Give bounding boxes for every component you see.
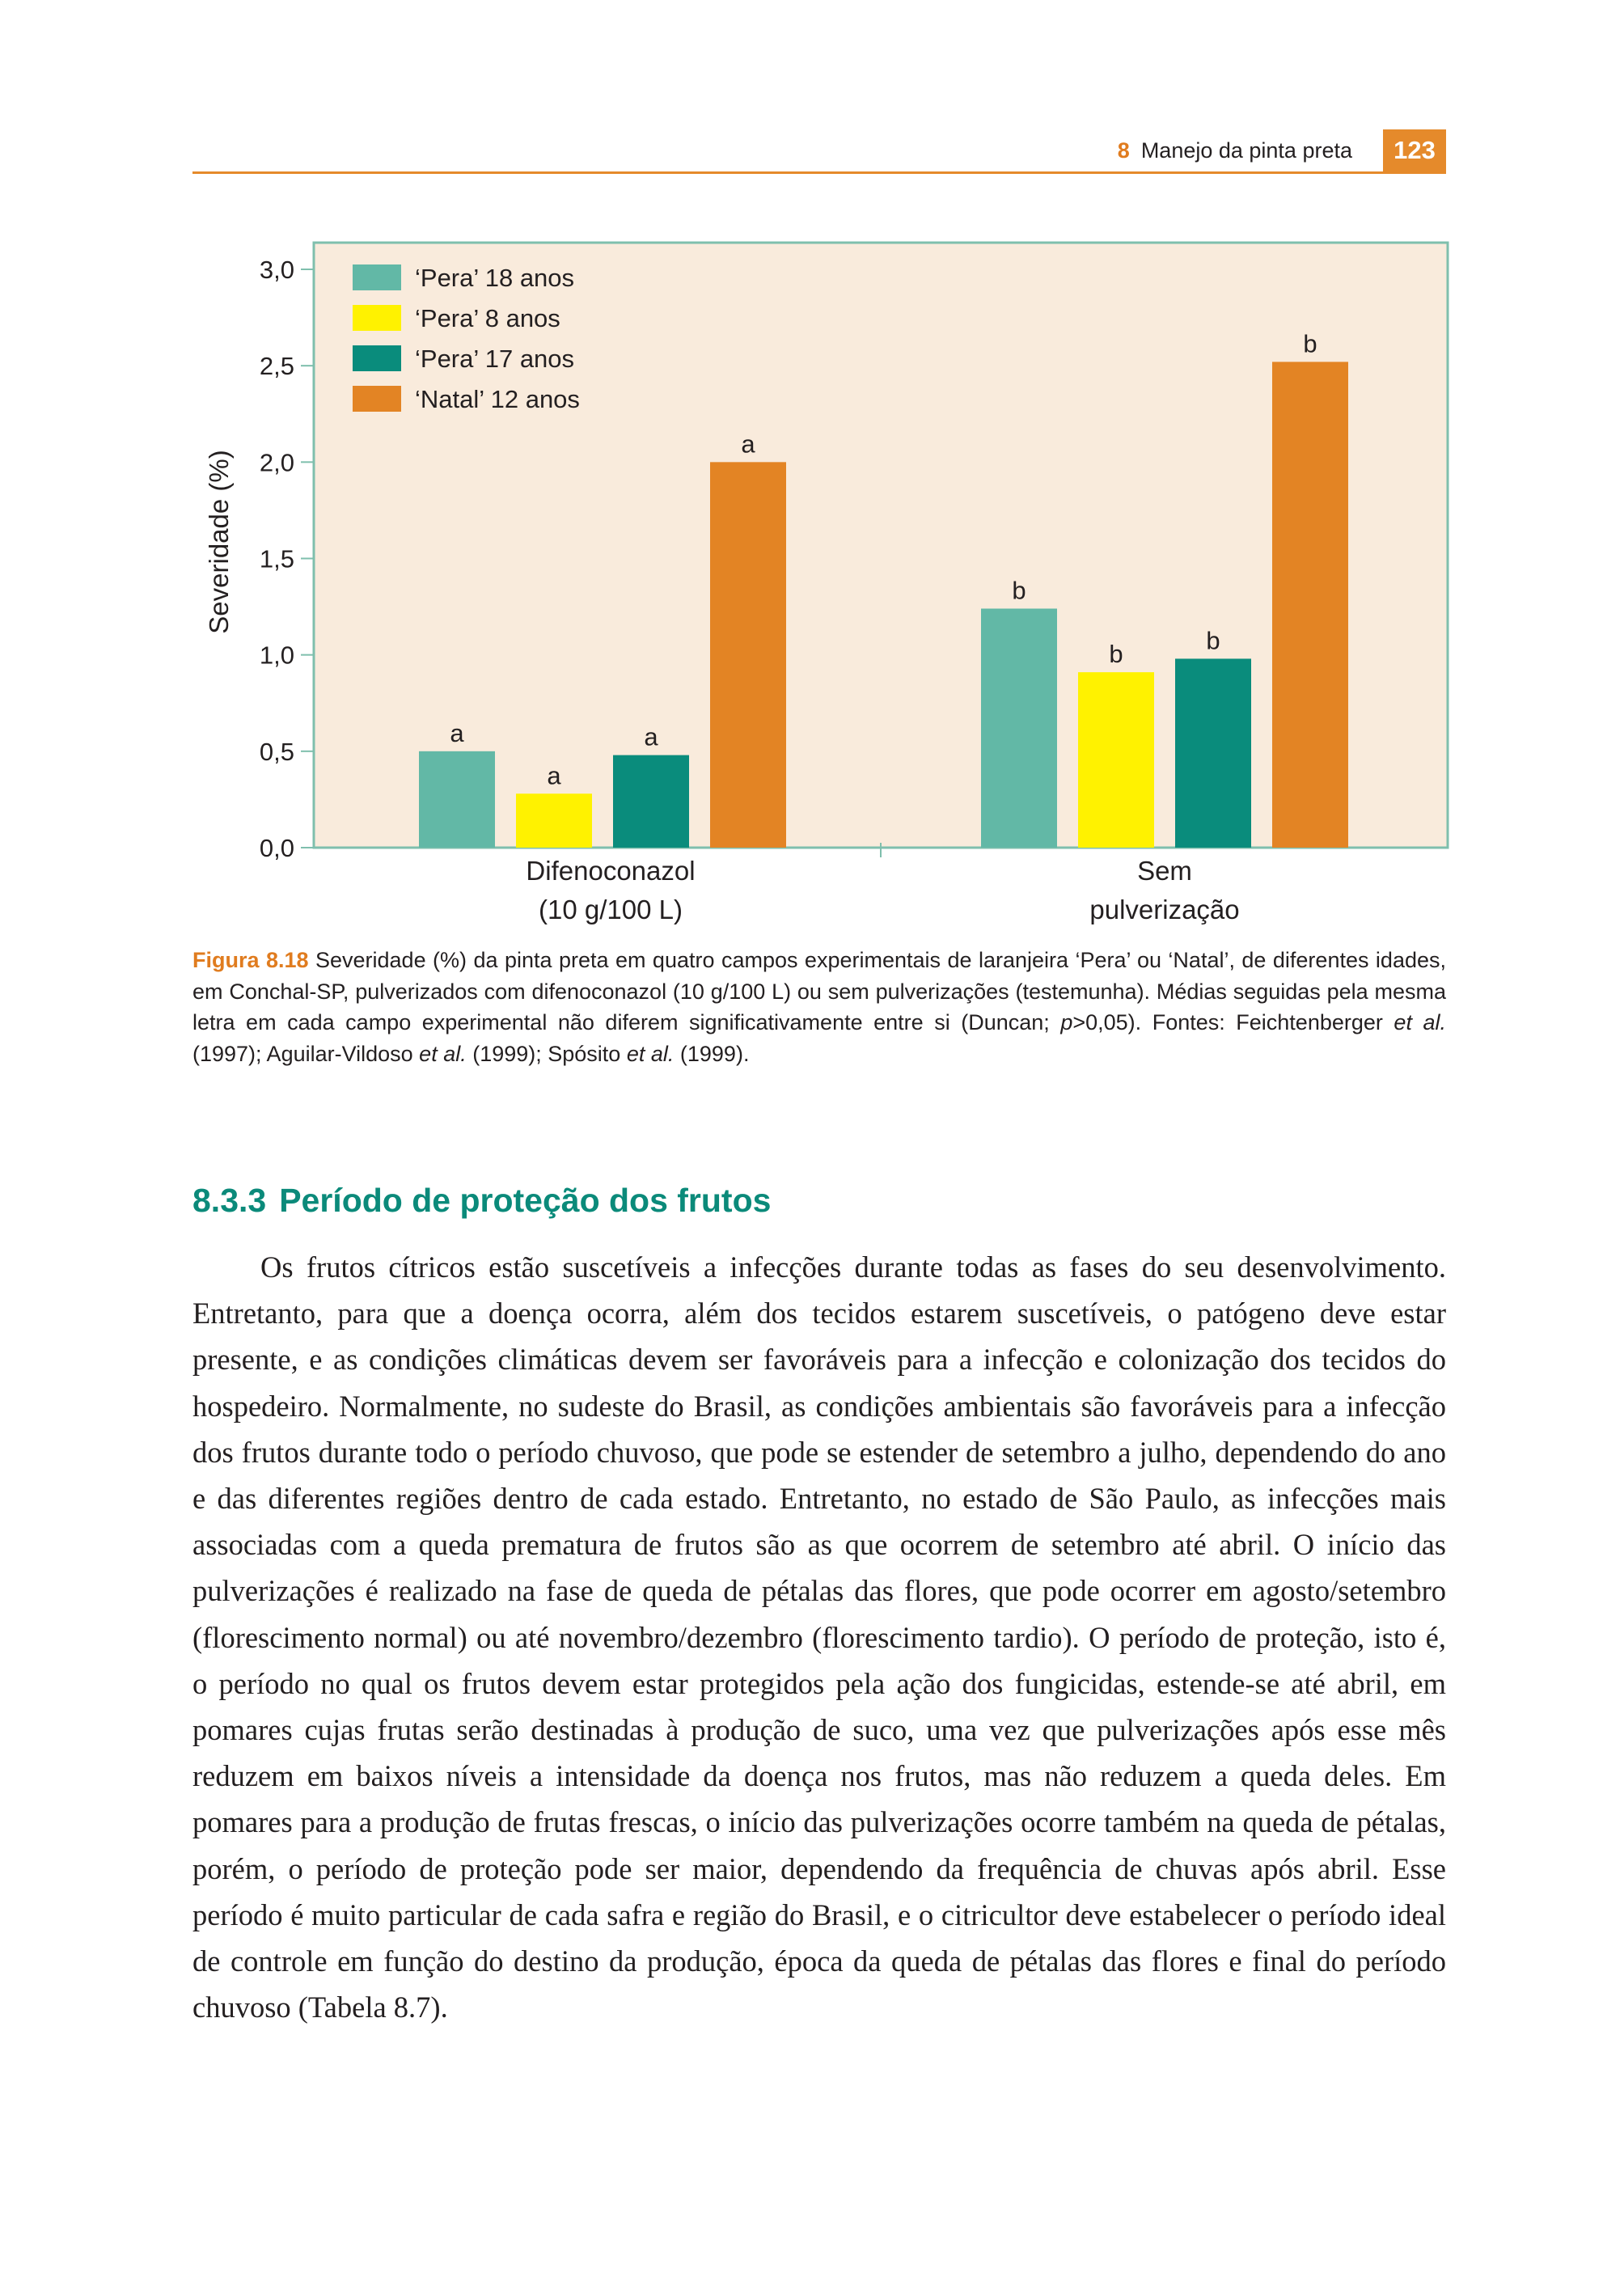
y-tick-label: 2,0 (259, 448, 294, 477)
legend-swatch (353, 345, 401, 371)
caption-et-al-3: et al. (626, 1041, 675, 1066)
legend-swatch (353, 386, 401, 412)
bar (1078, 672, 1154, 848)
y-tick-label: 3,0 (259, 256, 294, 284)
x-category-label-line2: (10 g/100 L) (539, 895, 683, 924)
y-tick-label: 1,5 (259, 544, 294, 573)
caption-text-5: (1999). (674, 1041, 750, 1066)
caption-et-al-2: et al. (419, 1041, 467, 1066)
bar (613, 755, 689, 848)
legend-label: ‘Natal’ 12 anos (415, 385, 580, 413)
caption-text-1: Severidade (%) da pinta preta em quatro campos experimentais de laranjeira ‘Pera’ ou ‘Natal’, de diferentes idades, em Conchal-SP, pulverizados com difenoconazol (10 g/100 L) ou sem pulverizações (testemunha). Médias seguidas pela mesma letra em cada campo experimental não diferem significativamente entre si (Duncan; (192, 948, 1446, 1034)
bar-significance-label: b (1206, 626, 1220, 655)
x-category-label-line1: Difenoconazol (526, 856, 696, 886)
figure-caption (192, 945, 1446, 1069)
y-tick-label: 0,5 (259, 737, 294, 766)
x-category-label-line2: pulverização (1089, 895, 1240, 924)
section-number: 8.3.3 (192, 1182, 267, 1219)
section-heading (192, 1176, 1446, 1225)
bar (419, 751, 495, 848)
bar (710, 462, 786, 848)
severity-bar-chart (0, 0, 1624, 938)
bar-significance-label: b (1012, 576, 1026, 605)
chapter-title: Manejo da pinta preta (1140, 137, 1352, 163)
body-paragraph: Os frutos cítricos estão suscetíveis a infecções durante todas as fases do seu desenvolvimento. Entretanto, para que a doença ocorra, além dos tecidos estarem suscetíveis, o patógeno deve estar presente, e as condições climáticas devem ser favoráveis para a infecção e colonização dos tecidos do hospedeiro. Normalmente, no sudeste do Brasil, as condições ambientais são favoráveis para a infecção dos frutos durante todo o período chuvoso, que pode se estender de setembro a julho, dependendo do ano e das diferentes regiões dentro de cada estado. Entretanto, no estado de São Paulo, as infecções mais associadas com a queda prematura de frutos são as que ocorrem de setembro até abril. O início das pulverizações é realizado na fase de queda de pétalas das flores, que pode ocorrer em agosto/setembro (florescimento normal) ou até novembro/dezembro (florescimento tardio). O período de proteção, isto é, o período no qual os frutos devem estar protegidos pela ação dos fungicidas, estende-se até abril, em pomares cujas frutas serão destinadas à produção de suco, uma vez que pulverizações após esse mês reduzem em baixos níveis a intensidade da doença nos frutos, mas não reduzem a queda deles. Em pomares para a produção de frutas frescas, o início das pulverizações ocorre também na queda de pétalas, porém, o período de proteção pode ser maior, dependendo da frequência de chuvas após abril. Esse período é muito particular de cada safra e região do Brasil, e o citricultor deve estabelecer o período ideal de controle em função do destino da produção, época da queda de pétalas das flores e final do período chuvoso (Tabela 8.7). (192, 1250, 1446, 2024)
legend-swatch (353, 305, 401, 331)
y-tick-label: 0,0 (259, 834, 294, 862)
caption-text-2: >0,05). Fontes: Feichtenberger (1072, 1010, 1394, 1034)
legend-label: ‘Pera’ 17 anos (415, 345, 575, 373)
y-tick-label: 2,5 (259, 352, 294, 381)
bar-significance-label: a (450, 718, 464, 747)
caption-text-4: (1999); Spósito (466, 1041, 627, 1066)
bar-significance-label: b (1109, 640, 1123, 669)
caption-text-3: (1997); Aguilar-Vildoso (192, 1041, 420, 1066)
y-axis-title: Severidade (%) (204, 450, 234, 634)
bar-significance-label: a (547, 761, 561, 790)
caption-et-al-1: et al. (1394, 1010, 1446, 1034)
figure-label: Figura 8.18 (192, 948, 309, 972)
section-title: Período de proteção dos frutos (279, 1182, 772, 1219)
y-tick-label: 1,0 (259, 641, 294, 670)
bar (1175, 658, 1251, 848)
bar-significance-label: b (1303, 329, 1317, 358)
bar-significance-label: a (644, 722, 658, 751)
bar (516, 793, 592, 848)
caption-p: p (1060, 1010, 1073, 1034)
bar (1272, 362, 1348, 848)
legend-label: ‘Pera’ 18 anos (415, 264, 575, 292)
bar-significance-label: a (741, 429, 755, 459)
bar (981, 608, 1057, 848)
legend-label: ‘Pera’ 8 anos (415, 304, 560, 332)
page-number: 123 (1383, 129, 1446, 171)
x-category-label-line1: Sem (1137, 856, 1192, 886)
legend-swatch (353, 264, 401, 290)
chapter-number: 8 (1117, 137, 1130, 163)
